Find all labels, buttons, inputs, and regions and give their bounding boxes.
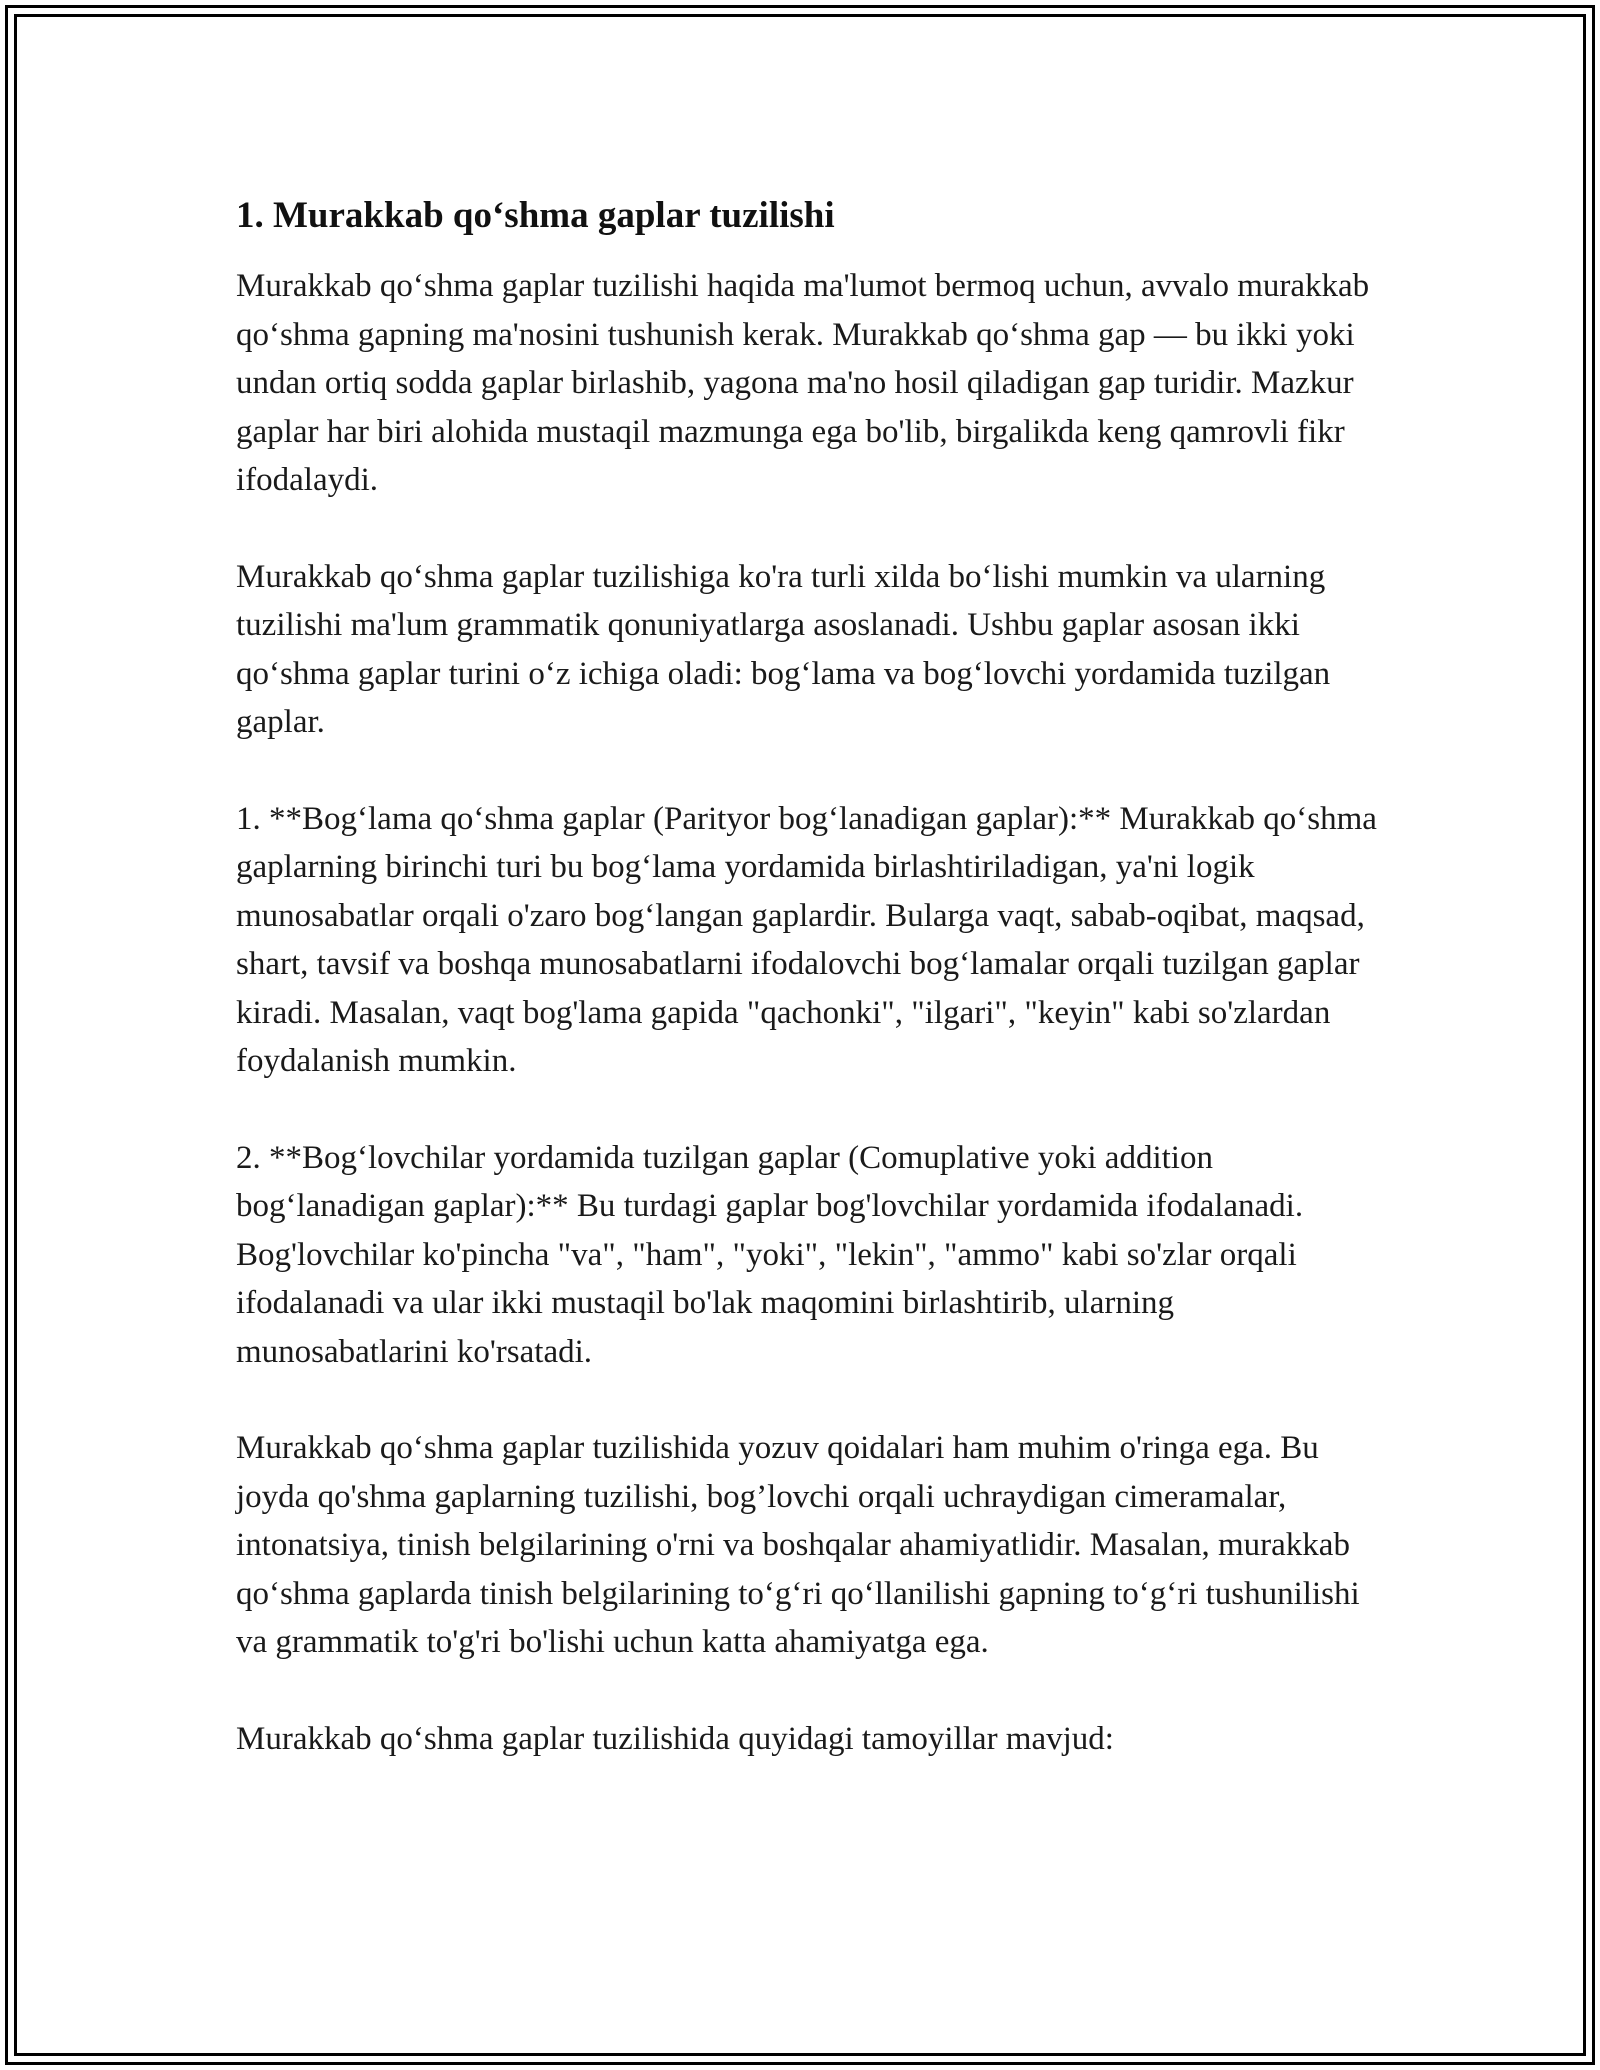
paragraph-item-1: 1. **Bog‘lama qo‘shma gaplar (Parityor bog‘lanadigan gaplar):** Murakkab qo‘shma gaplarning birinchi turi bu bog‘lama yordamida birlashtiriladigan, ya'ni logik munosabatlar orqali o'zaro bog‘langan gaplardir. Bularga vaqt, sabab-oqibat, maqsad, shart, tavsif va boshqa munosabatlarni ifodalovchi bog‘lamalar orqali tuzilgan gaplar kiradi. Masalan, vaqt bog'lama gapida "qachonki", "ilgari", "keyin" kabi so'zlardan foydalanish mumkin. (236, 800, 1377, 1079)
document-body (236, 192, 1386, 1811)
paragraph-structure: Murakkab qo‘shma gaplar tuzilishiga ko'ra turli xilda bo‘lishi mumkin va ularning tuzilishi ma'lum grammatik qonuniyatlarga asoslanadi. Ushbu gaplar asosan ikki qo‘shma gaplar turini o‘z ichiga oladi: bog‘lama va bog‘lovchi yordamida tuzilgan gaplar. (236, 558, 1331, 740)
section-heading: 1. Murakkab qo‘shma gaplar tuzilishi (236, 195, 835, 236)
paragraph-writing-rules: Murakkab qo‘shma gaplar tuzilishida yozuv qoidalari ham muhim o'ringa ega. Bu joyda qo'shma gaplarning tuzilishi, bog’lovchi orqali uchraydigan cimeramalar, intonatsiya, tinish belgilarining o'rni va boshqalar ahamiyatlidir. Masalan, murakkab qo‘shma gaplarda tinish belgilarining to‘g‘ri qo‘llanilishi gapning to‘g‘ri tushunilishi va grammatik to'g'ri bo'lishi uchun katta ahamiyatga ega. (236, 1430, 1360, 1660)
paragraph-intro: Murakkab qo‘shma gaplar tuzilishi haqida ma'lumot bermoq uchun, avvalo murakkab qo‘shma gapning ma'nosini tushunish kerak. Murakkab qo‘shma gap — bu ikki yoki undan ortiq sodda gaplar birlashib, yagona ma'no hosil qiladigan gap turidir. Mazkur gaplar har biri alohida mustaqil mazmunga ega bo'lib, birgalikda keng qamrovli fikr ifodalaydi. (236, 268, 1370, 498)
paragraph-principles: Murakkab qo‘shma gaplar tuzilishida quyidagi tamoyillar mavjud: (236, 1720, 1114, 1757)
paragraph-item-2: 2. **Bog‘lovchilar yordamida tuzilgan gaplar (Comuplative yoki addition bog‘lanadigan gaplar):** Bu turdagi gaplar bog'lovchilar yordamida ifodalanadi. Bog'lovchilar ko'pincha "va", "ham", "yoki", "lekin", "ammo" kabi so'zlar orqali ifodalanadi va ular ikki mustaqil bo'lak maqomini birlashtirib, ularning munosabatlarini ko'rsatadi. (236, 1139, 1304, 1370)
